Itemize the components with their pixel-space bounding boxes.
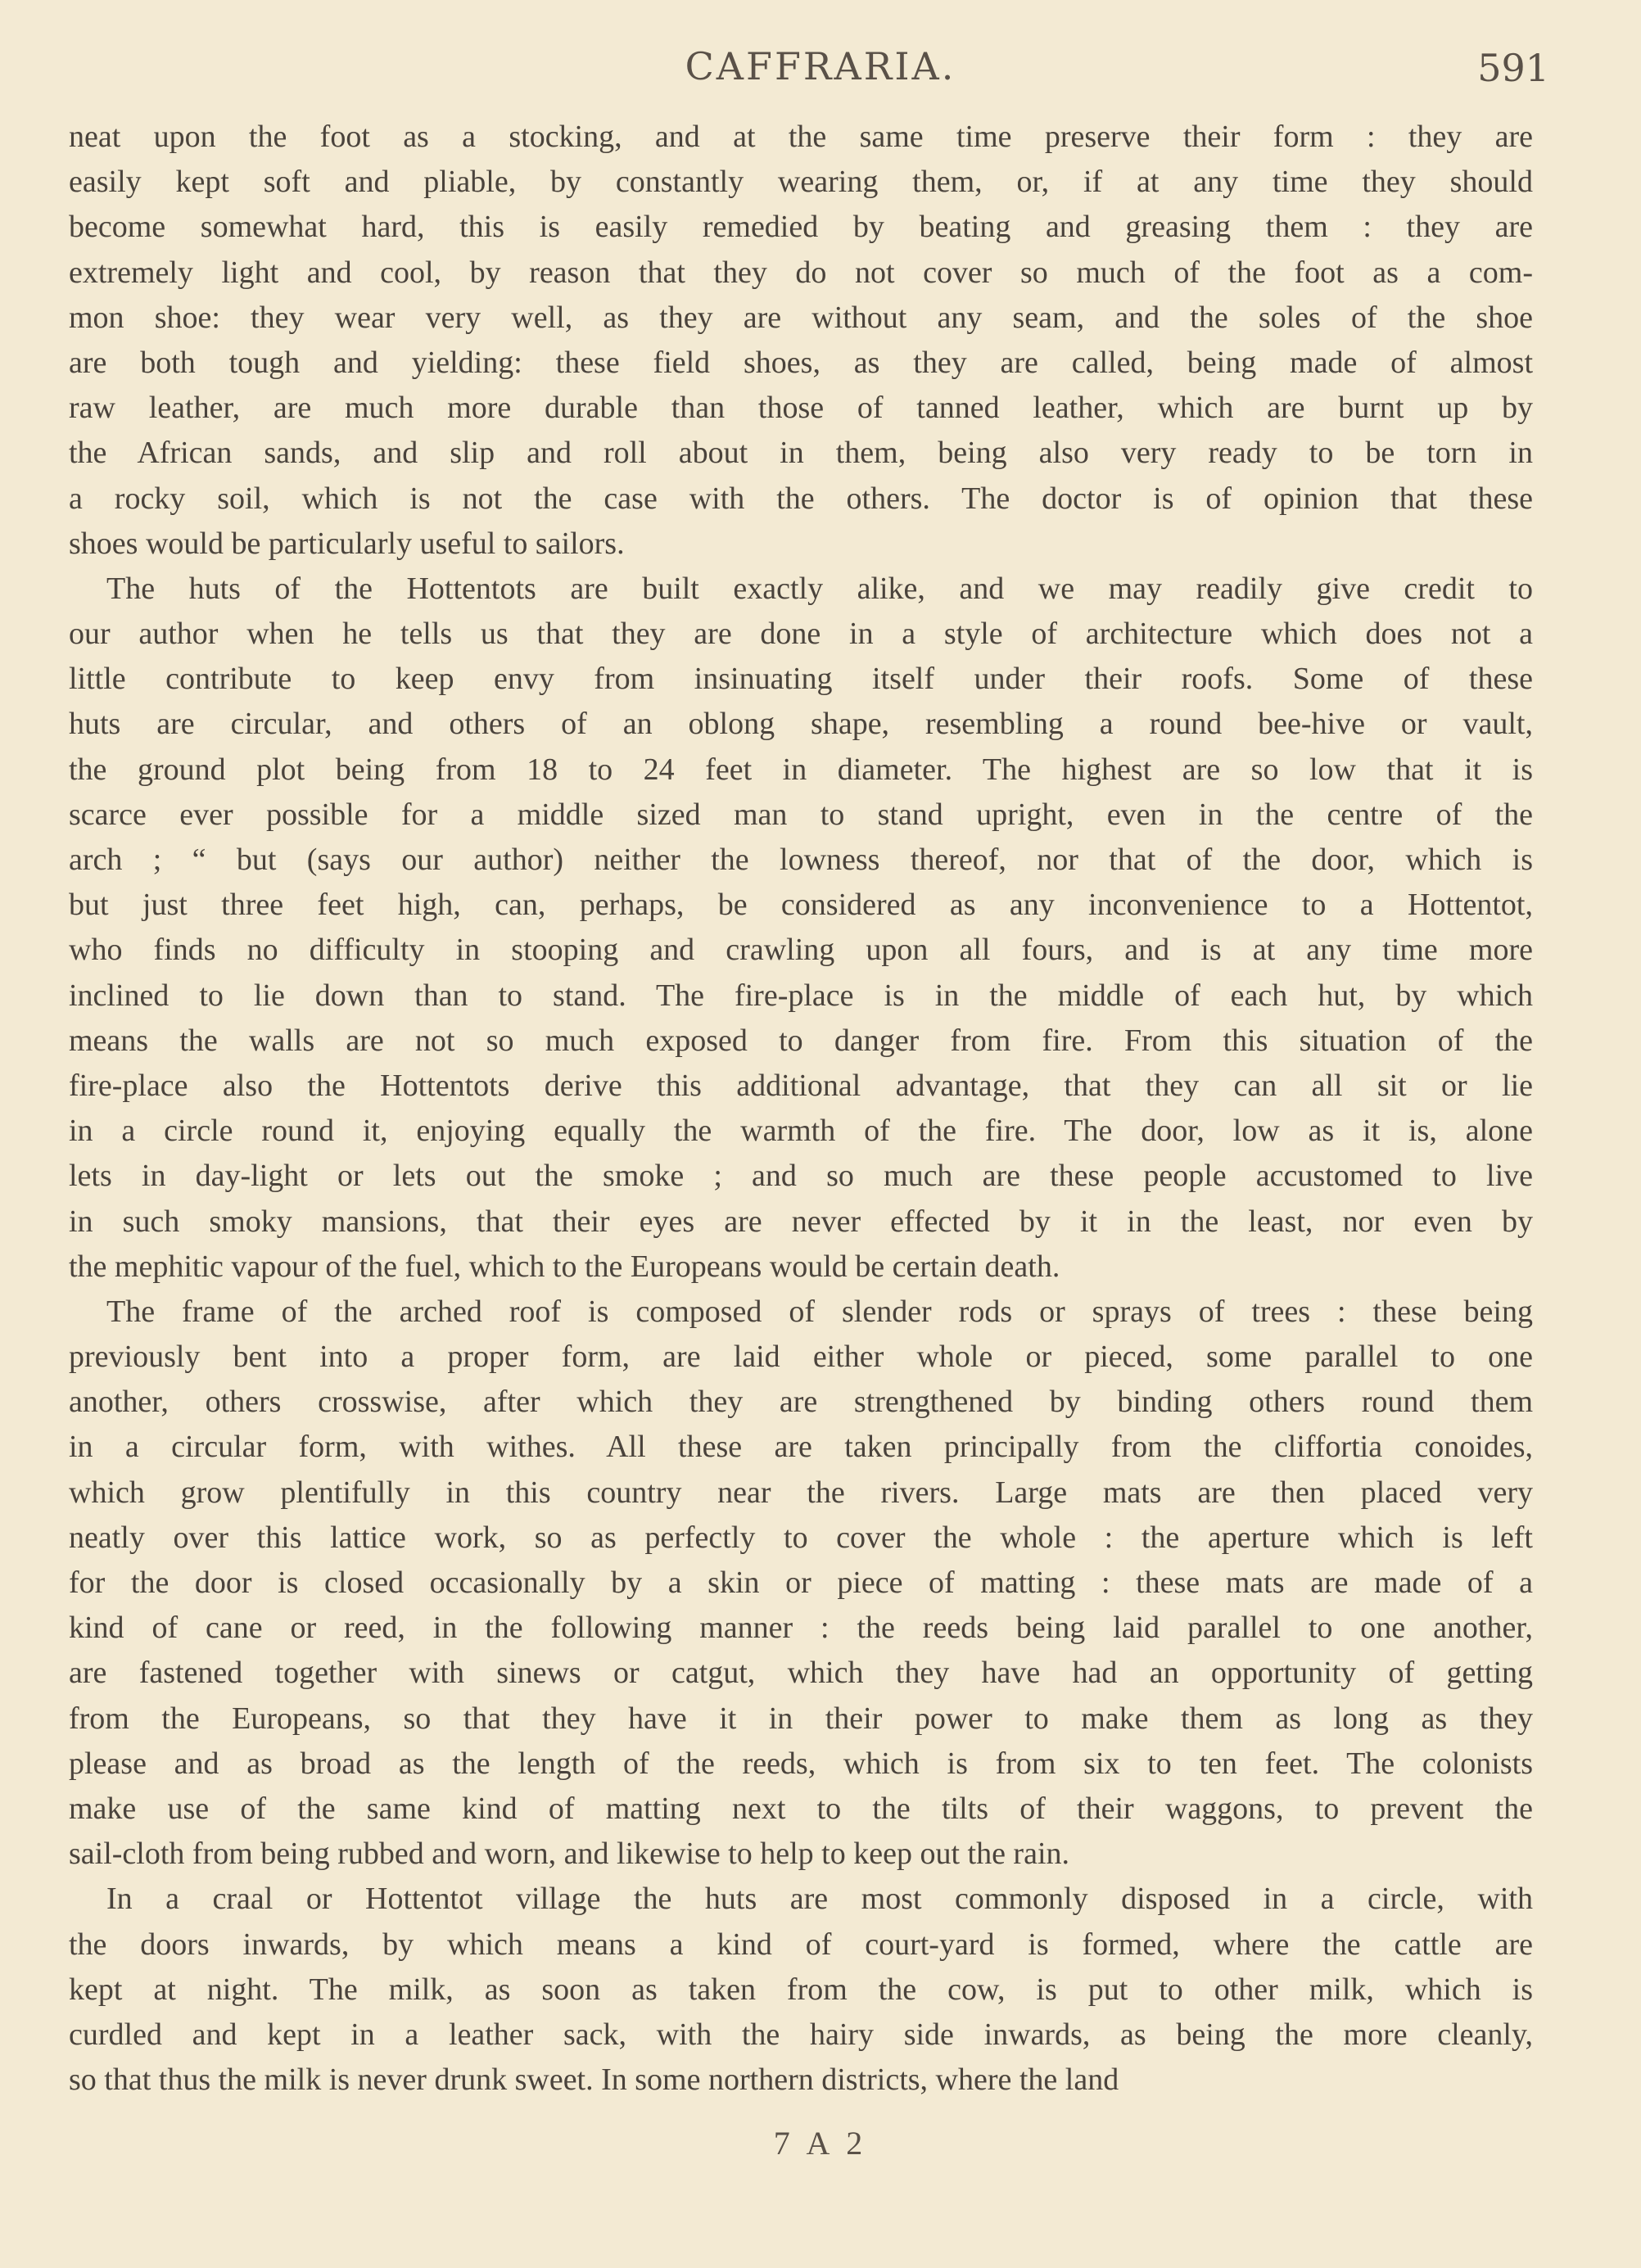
text-line: neatly over this lattice work, so as perfectly to cover the whole : the aperture which is left — [69, 1520, 1533, 1555]
text-line: the African sands, and slip and roll about in them, being also very ready to be torn in — [69, 436, 1533, 471]
text-line: means the walls are not so much exposed to danger from fire. From this situation of the — [69, 1023, 1533, 1058]
text-line: extremely light and cool, by reason that they do not cover so much of the foot as a com- — [69, 255, 1533, 290]
text-line: in a circle round it, enjoying equally the warmth of the fire. The door, low as it is, alone — [69, 1114, 1533, 1149]
text-line: the mephitic vapour of the fuel, which to the Europeans would be certain death. — [69, 1249, 1060, 1284]
paragraph — [69, 567, 1533, 1290]
page-number: 591 — [1477, 46, 1549, 90]
text-line: a rocky soil, which is not the case with the others. The doctor is of opinion that these — [69, 481, 1533, 516]
text-line: The frame of the arched roof is composed of slender rods or sprays of trees : these being — [106, 1294, 1533, 1329]
text-line: the doors inwards, by which means a kind of court-yard is formed, where the cattle are — [69, 1927, 1533, 1962]
text-line: previously bent into a proper form, are laid either whole or pieced, some parallel to one — [69, 1340, 1533, 1375]
text-line: another, others crosswise, after which they are strengthened by binding others round them — [69, 1385, 1533, 1420]
text-line: scarce ever possible for a middle sized man to stand upright, even in the centre of the — [69, 797, 1533, 832]
text-line: easily kept soft and pliable, by constantly wearing them, or, if at any time they should — [69, 165, 1533, 200]
text-line: so that thus the milk is never drunk sweet. In some northern districts, where the land — [69, 2062, 1119, 2098]
text-line: huts are circular, and others of an oblong shape, resembling a round bee-hive or vault, — [69, 707, 1533, 742]
page-header — [0, 39, 1641, 105]
text-line: in a circular form, with withes. All these are taken principally from the cliffortia conoides, — [69, 1430, 1533, 1465]
text-line: lets in day-light or lets out the smoke ; and so much are these people accustomed to live — [69, 1159, 1533, 1194]
text-line: please and as broad as the length of the reeds, which is from six to ten feet. The colonists — [69, 1746, 1533, 1781]
text-line: kind of cane or reed, in the following manner : the reeds being laid parallel to one another, — [69, 1611, 1533, 1646]
text-line: kept at night. The milk, as soon as taken from the cow, is put to other milk, which is — [69, 1972, 1533, 2007]
text-line: sail-cloth from being rubbed and worn, and likewise to help to keep out the rain. — [69, 1837, 1070, 1872]
text-line: inclined to lie down than to stand. The fire-place is in the middle of each hut, by which — [69, 978, 1533, 1013]
body-text — [69, 115, 1533, 2103]
running-title: CAFFRARIA. — [685, 44, 956, 88]
text-line: the ground plot being from 18 to 24 feet in diameter. The highest are so low that it is — [69, 752, 1533, 787]
text-line: raw leather, are much more durable than those of tanned leather, which are burnt up by — [69, 391, 1533, 426]
text-line: fire-place also the Hottentots derive this additional advantage, that they can all sit or lie — [69, 1068, 1533, 1103]
text-line: In a craal or Hottentot village the huts are most commonly disposed in a circle, with — [106, 1882, 1533, 1917]
text-line: shoes would be particularly useful to sailors. — [69, 526, 625, 561]
text-line: mon shoe: they wear very well, as they are without any seam, and the soles of the shoe — [69, 300, 1533, 335]
text-line: which grow plentifully in this country near the rivers. Large mats are then placed very — [69, 1475, 1533, 1510]
text-line: curdled and kept in a leather sack, with the hairy side inwards, as being the more cleanly, — [69, 2017, 1533, 2052]
text-line: for the door is closed occasionally by a skin or piece of matting : these mats are made of a — [69, 1565, 1533, 1600]
text-line: become somewhat hard, this is easily remedied by beating and greasing them : they are — [69, 210, 1533, 245]
signature-mark: 7 A 2 — [773, 2125, 868, 2162]
text-line: arch ; “ but (says our author) neither the lowness thereof, nor that of the door, which is — [69, 843, 1533, 877]
text-line: make use of the same kind of matting next to the tilts of their waggons, to prevent the — [69, 1791, 1533, 1826]
paragraph — [69, 1877, 1533, 2103]
paragraph — [69, 1290, 1533, 1877]
text-line: our author when he tells us that they are done in a style of architecture which does not a — [69, 617, 1533, 652]
text-line: are fastened together with sinews or catgut, which they have had an opportunity of getting — [69, 1656, 1533, 1691]
text-line: but just three feet high, can, perhaps, be considered as any inconvenience to a Hottentot, — [69, 888, 1533, 923]
text-line: The huts of the Hottentots are built exactly alike, and we may readily give credit to — [106, 571, 1533, 606]
text-line: are both tough and yielding: these field shoes, as they are called, being made of almost — [69, 345, 1533, 380]
text-line: in such smoky mansions, that their eyes are never effected by it in the least, nor even by — [69, 1204, 1533, 1239]
text-line: from the Europeans, so that they have it in their power to make them as long as they — [69, 1701, 1533, 1736]
paragraph — [69, 115, 1533, 567]
text-line: neat upon the foot as a stocking, and at the same time preserve their form : they are — [69, 120, 1533, 154]
text-line: little contribute to keep envy from insinuating itself under their roofs. Some of these — [69, 662, 1533, 697]
text-line: who finds no difficulty in stooping and crawling upon all fours, and is at any time more — [69, 933, 1533, 968]
